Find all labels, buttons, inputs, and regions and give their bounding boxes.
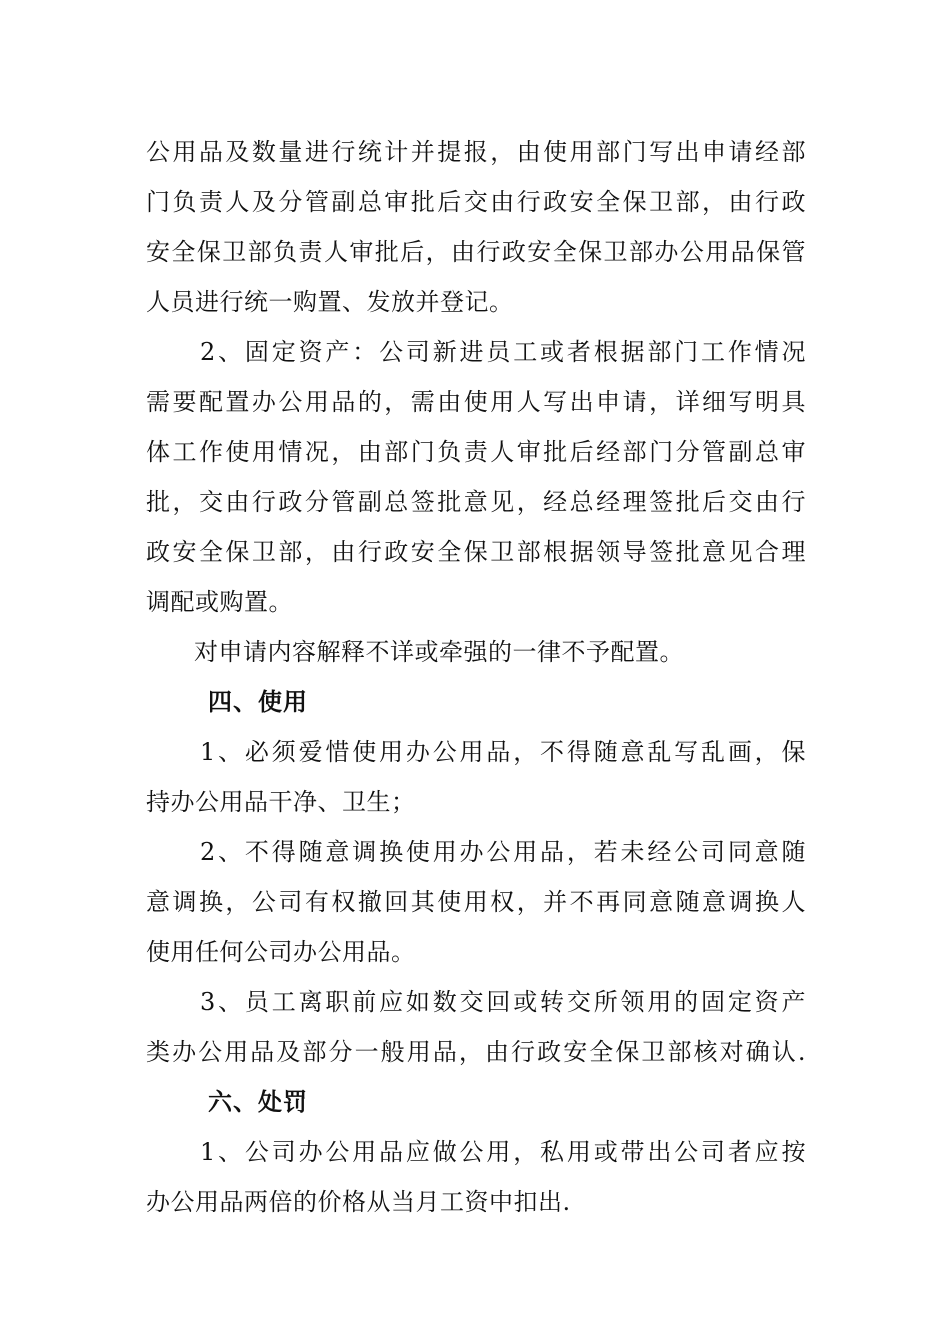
- paragraph-line: 1、必须爱惜使用办公用品，不得随意乱写乱画，保: [200, 738, 806, 766]
- paragraph-line: 2、不得随意调换使用办公用品，若未经公司同意随: [200, 838, 806, 866]
- paragraph-line: 对申请内容解释不详或牵强的一律不予配置。: [194, 638, 684, 666]
- paragraph-line: 公用品及数量进行统计并提报，由使用部门写出申请经部: [146, 138, 806, 166]
- paragraph-line: 需要配置办公用品的，需由使用人写出申请，详细写明具: [146, 388, 806, 416]
- paragraph-line: 政安全保卫部，由行政安全保卫部根据领导签批意见合理: [146, 538, 806, 566]
- paragraph-line: 持办公用品干净、卫生；: [146, 788, 416, 816]
- paragraph-line: 2、固定资产：公司新进员工或者根据部门工作情况: [200, 338, 806, 366]
- paragraph-line: 使用任何公司办公用品。: [146, 938, 416, 966]
- paragraph-line: 安全保卫部负责人审批后，由行政安全保卫部办公用品保管: [146, 238, 806, 266]
- paragraph-line: 1、公司办公用品应做公用，私用或带出公司者应按: [200, 1138, 806, 1166]
- paragraph-line: 体工作使用情况，由部门负责人审批后经部门分管副总审: [146, 438, 806, 466]
- paragraph-line: 门负责人及分管副总审批后交由行政安全保卫部，由行政: [146, 188, 806, 216]
- paragraph-line: 办公用品两倍的价格从当月工资中扣出.: [146, 1188, 571, 1216]
- section-heading: 六、处罚: [208, 1087, 308, 1116]
- paragraph-line: 3、员工离职前应如数交回或转交所领用的固定资产: [200, 988, 806, 1016]
- paragraph-line: 意调换，公司有权撤回其使用权，并不再同意随意调换人: [146, 888, 806, 916]
- paragraph-line: 类办公用品及部分一般用品，由行政安全保卫部核对确认.: [146, 1038, 806, 1066]
- paragraph-line: 人员进行统一购置、发放并登记。: [146, 288, 514, 316]
- document-body: [146, 127, 806, 1227]
- section-heading: 四、使用: [208, 687, 308, 716]
- paragraph-line: 调配或购置。: [146, 588, 293, 616]
- paragraph-line: 批，交由行政分管副总签批意见，经总经理签批后交由行: [146, 488, 806, 516]
